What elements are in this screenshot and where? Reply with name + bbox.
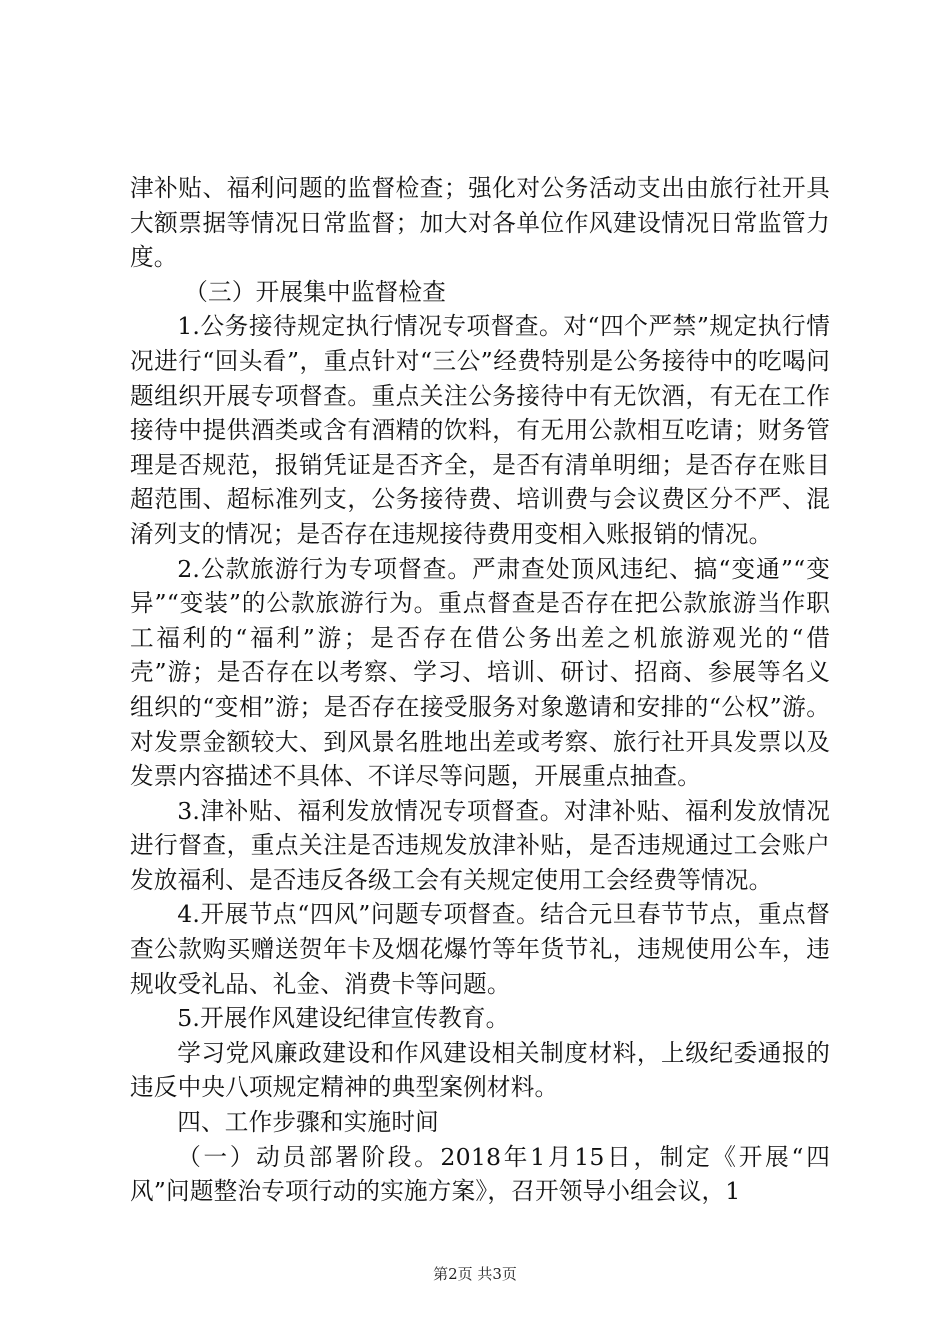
paragraph-item-1: 1.公务接待规定执行情况专项督查。对“四个严禁”规定执行情况进行“回头看”，重点针对“三公”经费特别是公务接待中的吃喝问题组织开展专项督查。重点关注公务接待中有无饮酒，有无在工作接待中提供酒类或含有酒精的饮料，有无用公款相互吃请；财务管理是否规范，报销凭证是否齐全，是否有清单明细；是否存在账目超范围、超标准列支，公务接待费、培训费与会议费区分不严、混淆列支的情况；是否存在违规接待费用变相入账报销的情况。 (130, 312, 830, 548)
paragraph-item-4: 4.开展节点“四风”问题专项督查。结合元旦春节节点，重点督查公款购买赠送贺年卡及烟花爆竹等年货节礼，违规使用公车，违规收受礼品、礼金、消费卡等问题。 (130, 900, 830, 998)
paragraph-item-5: 5.开展作风建设纪律宣传教育。 (177, 1004, 510, 1033)
paragraph-continuation: 津补贴、福利问题的监督检查；强化对公务活动支出由旅行社开具大额票据等情况日常监督；加大对各单位作风建设情况日常监管力度。 (130, 174, 830, 272)
paragraph-item-3: 3.津补贴、福利发放情况专项督查。对津补贴、福利发放情况进行督查，重点关注是否违规发放津补贴，是否违规通过工会账户发放福利、是否违反各级工会有关规定使用工会经费等情况。 (130, 796, 830, 894)
document-body (130, 171, 830, 1209)
paragraph-study-materials: 学习党风廉政建设和作风建设相关制度材料，上级纪委通报的违反中央八项规定精神的典型案例材料。 (130, 1038, 830, 1102)
section-heading-3: （三）开展集中监督检查 (184, 277, 446, 306)
section-heading-4: 四、工作步骤和实施时间 (177, 1108, 439, 1137)
page-footer: 第2页 共3页 (433, 1265, 517, 1283)
paragraph-item-2: 2.公款旅游行为专项督查。严肃查处顶风违纪、搞“变通”“变异”“变装”的公款旅游行为。重点督查是否存在把公款旅游当作职工福利的“福利”游；是否存在借公务出差之机旅游观光的“借壳”游；是否存在以考察、学习、培训、研讨、招商、参展等名义组织的“变相”游；是否存在接受服务对象邀请和安排的“公权”游。对发票金额较大、到风景名胜地出差或考察、旅行社开具发票以及发票内容描述不具体、不详尽等问题，开展重点抽查。 (130, 554, 830, 791)
paragraph-step-1: （一）动员部署阶段。2018年1月15日，制定《开展“四风”问题整治专项行动的实施方案》，召开领导小组会议，1 (130, 1142, 830, 1206)
